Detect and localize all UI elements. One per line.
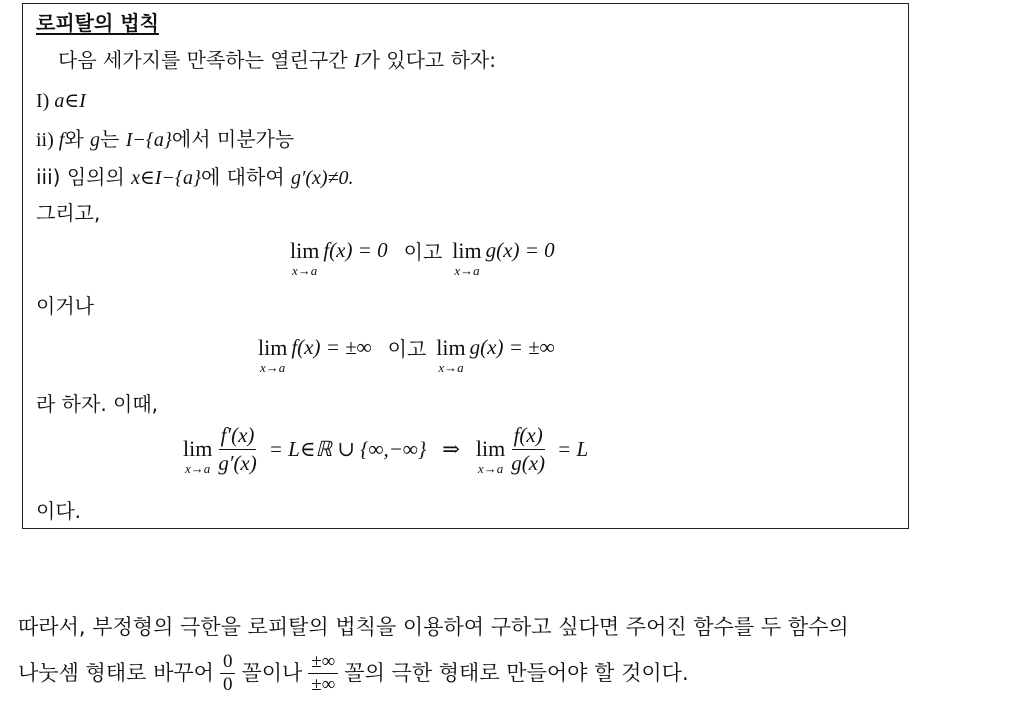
lim-word: lim <box>290 238 320 263</box>
cond2-g: g <box>90 129 101 151</box>
eq1-conj: 이고 <box>403 240 443 264</box>
theorem-title: 로피탈의 법칙 <box>36 11 159 35</box>
cond3-math: x∈I−{a} <box>131 167 201 189</box>
frac-den: g′(x) <box>218 451 257 476</box>
condition-1 <box>36 86 86 115</box>
lim-word: lim <box>258 335 288 360</box>
lim-word: lim <box>436 335 466 360</box>
line2-mid: 꼴이나 <box>241 661 303 686</box>
eq2-conj: 이고 <box>387 337 427 361</box>
lim-word: lim <box>475 436 506 462</box>
lim-sub: x→a <box>292 263 318 278</box>
lim-operator <box>183 438 212 475</box>
eq1-right: g(x) = 0 <box>485 238 555 262</box>
eq3-mid: = L∈ℝ ∪ {∞,−∞} <box>268 437 427 462</box>
frac-den: 0 <box>222 673 233 695</box>
function-fraction <box>509 424 547 475</box>
frac-den: ±∞ <box>311 673 336 695</box>
eq2-left: f(x) = ±∞ <box>291 335 372 359</box>
lim-operator <box>436 337 465 374</box>
intro-end: 가 있다고 하자: <box>360 48 496 72</box>
lim-operator <box>452 240 481 277</box>
infinity-over-infinity-fraction <box>308 652 338 695</box>
cond2-neun: 는 <box>100 127 126 151</box>
eq3-end: = L <box>557 437 589 462</box>
or-text: 이거나 <box>36 294 94 318</box>
lim-operator <box>258 337 287 374</box>
lim-sub: x→a <box>185 461 211 477</box>
eq2-right: g(x) = ±∞ <box>469 335 555 359</box>
lim-sub: x→a <box>454 263 480 278</box>
cond2-wa: 와 <box>64 127 91 151</box>
frac-num: 0 <box>220 652 236 674</box>
line1-text: 따라서, 부정형의 극한을 로피탈의 법칙을 이용하여 구하고 싶다면 주어진 함수를 두 함수의 <box>18 615 849 639</box>
cond2-end: 에서 미분가능 <box>171 127 295 151</box>
condition-3 <box>36 163 354 192</box>
conclusion-text: 이다. <box>36 499 81 523</box>
condition-2 <box>36 125 294 154</box>
lim-sub: x→a <box>260 360 286 375</box>
intro-var: I <box>353 50 361 72</box>
frac-num: f′(x) <box>219 424 257 450</box>
eq1-left: f(x) = 0 <box>323 238 388 262</box>
derivative-fraction <box>216 424 258 475</box>
cond1-label: I) <box>36 90 55 112</box>
zero-over-zero-fraction <box>220 652 236 695</box>
lim-sub: x→a <box>477 461 504 477</box>
implies-arrow: ⇒ <box>442 437 460 462</box>
then-text: 라 하자. 이때, <box>36 392 159 416</box>
cond2-set: I−{a} <box>125 129 172 151</box>
frac-den: g(x) <box>511 451 546 476</box>
cond3-mid: 에 대하여 <box>201 165 291 189</box>
lim-operator <box>290 240 319 277</box>
theorem-intro <box>58 46 496 75</box>
cond3-label: iii) 임의의 <box>36 165 132 189</box>
line2-end: 꼴의 극한 형태로 만들어야 할 것이다. <box>344 661 689 686</box>
and-then-text: 그리고, <box>36 201 101 225</box>
lim-word: lim <box>183 436 213 462</box>
cond2-f: f <box>58 129 65 151</box>
lhopital-equation <box>183 424 588 475</box>
limit-equation-2 <box>258 333 555 378</box>
cond3-cond: g′(x)≠0. <box>291 167 354 189</box>
explanation-line-2 <box>18 652 689 695</box>
cond1-math: a∈I <box>54 90 86 112</box>
intro-text: 다음 세가지를 만족하는 열린구간 <box>58 48 354 72</box>
cond2-label: ii) <box>36 129 59 151</box>
frac-num: ±∞ <box>308 652 338 674</box>
lim-sub: x→a <box>438 360 464 375</box>
explanation-line-1 <box>18 612 849 642</box>
lim-word: lim <box>452 238 482 263</box>
frac-num: f(x) <box>512 424 545 450</box>
lim-operator <box>476 438 505 475</box>
limit-equation-1 <box>290 236 555 281</box>
line2-start: 나눗셈 형태로 바꾸어 <box>18 661 214 686</box>
